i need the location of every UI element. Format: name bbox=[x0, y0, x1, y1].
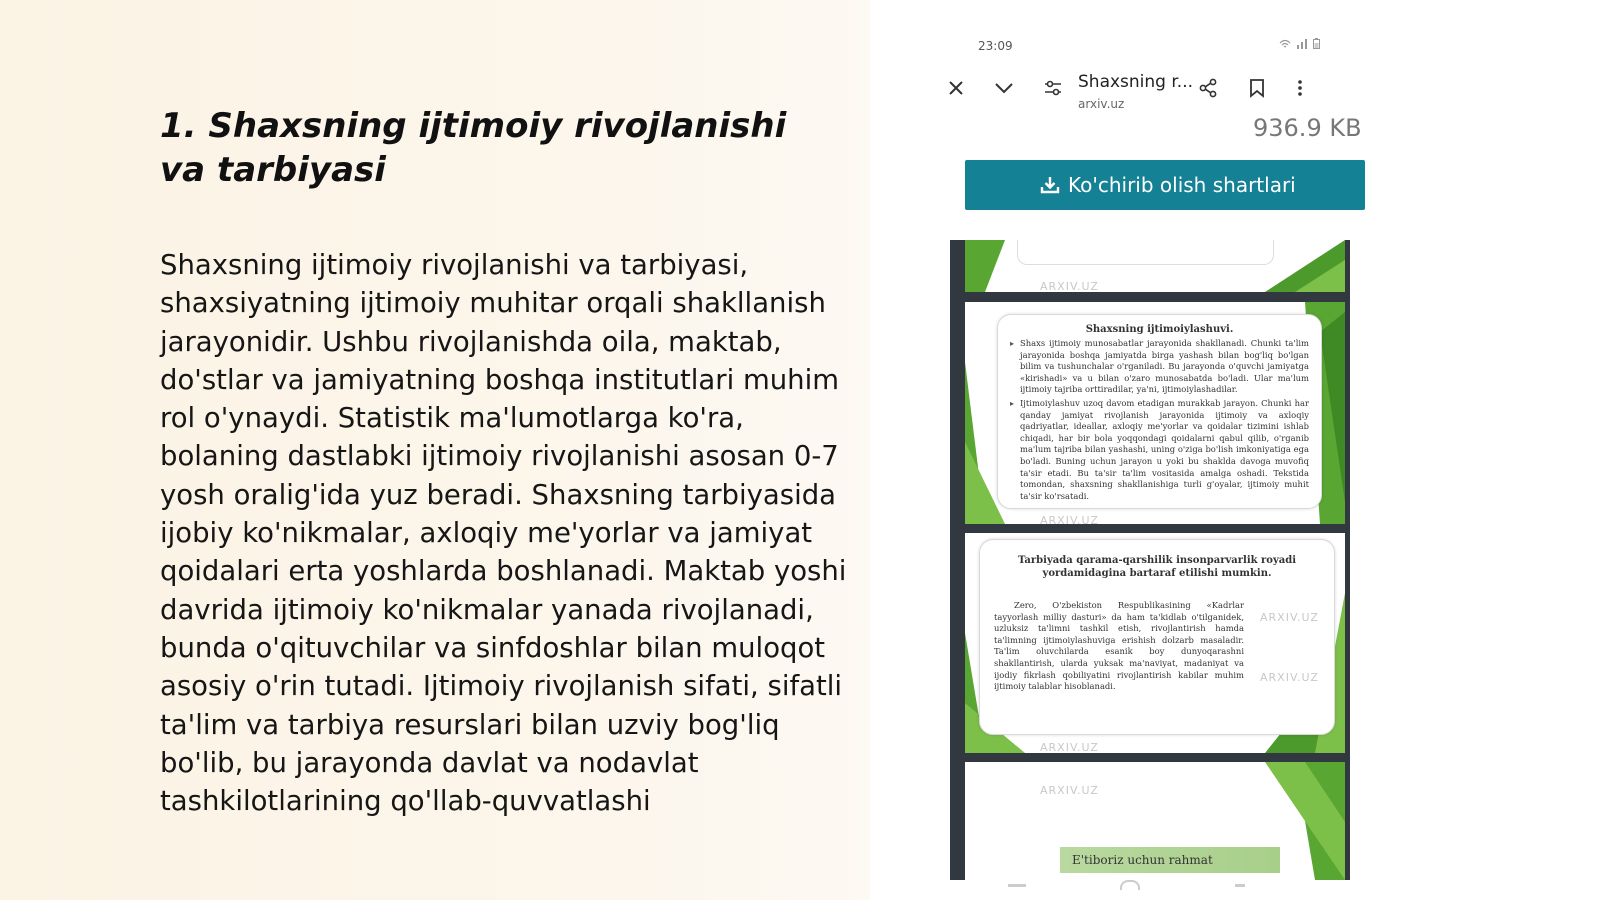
back-icon[interactable] bbox=[1235, 884, 1245, 887]
document-paragraph: ▸ Ijtimoiylashuv uzoq davom etadigan murakkab jarayon. Chunki har qanday jamiyat rivojlanish jarayonida ijtimoiy va axloqiy qadriyatlar, ideallar, axloqiy me'yorlar va qoidalar tizimini ishlab chiqadi, har bir bola yoqqondagi qoidalarni qabul qilib, o'rganib ma'lum tajriba bilan yashashi, uning o'ziga bo'lish imkoniyatiga ega bo'ladi. Buning uchun jarayon u yoki bu shaklda davoga muvofiq ta'sir etadi. Bu ta'sir ta'lim vositasida amalga oshadi. Tekstida tomondan, shaxsning shakllanishiga turli g'oyalar, ijtimoiy muhit ta'sir ko'rsatadi. bbox=[1010, 398, 1309, 502]
page-domain: arxiv.uz bbox=[1078, 97, 1125, 111]
document-paragraph: ▸ Shaxs ijtimoiy munosabatlar jarayonida shakllanadi. Chunki ta'lim jarayonida boshqa jamiyatda birga yashash bilan bog'liq bo'lgan bilim va tushunchalar o'rganiladi. Bu jarayonda o'quvchi jamiyatga «kirishadi» va u bilan o'zaro munosabatda bo'ladi. Ular ma'lum ijtimoiy tajriba orttiradilar, ya'ni, ijtimoiylashadilar. bbox=[1010, 338, 1309, 396]
more-menu-icon[interactable] bbox=[1287, 76, 1313, 100]
slide-body-text: Shaxsning ijtimoiy rivojlanishi va tarbiyasi, shaxsiyatning ijtimoiy muhitar orqali shakllanish jarayonidir. Ushbu rivojlanishda oila, maktab, do'stlar va jamiyatning boshqa institutlari muhim rol o'ynaydi. Statistik ma'lumotlarga ko'ra, bolaning dastlabki ijtimoiy rivojlanishi asosan 0-7 yosh oralig'ida yuz beradi. Shaxsning tarbiyasida ijobiy ko'nikmalar, axloqiy me'yorlar va jamiyat qoidalari erta yoshlarda boshlanadi. Maktab yoshi davrida ijtimoiy ko'nikmalar yanada rivojlanadi, bunda o'qituvchilar va sinfdoshlar bilan muloqot asosiy o'rin tutadi. Ijtimoiy rivojlanish sifati, sifatli ta'lim va tarbiya resurslari bilan uzviy bog'liq bo'lib, bu jarayonda davlat va nodavlat tashkilotlarining qo'llab-quvvatlashi bbox=[160, 249, 847, 818]
document-paragraph: Zero, O'zbekiston Respublikasining «Kadrlar tayyorlash milliy dasturi» da ham ta'kidlab o'tilganidek, uzluksiz ta'limni tashkil etish, rivojlantirish hamda ta'limning ijtimoiylashuviga erishish dolzarb masaladir. Ta'lim oluvchilarda esanik boy dunyoqarashni shakllantirish, ularda yuksak ma'naviyat, madaniyat va ijodiy fikrlash qobiliyatini rivojlantirish kabilar muhim ijtimoiy talablar hisoblanadi. bbox=[994, 600, 1244, 692]
download-terms-button[interactable] bbox=[965, 160, 1365, 210]
document-card bbox=[979, 539, 1335, 735]
preview-page-2 bbox=[965, 302, 1345, 527]
battery-icon bbox=[1313, 38, 1320, 49]
thanks-banner: E'tiboriz uchun rahmat bbox=[1060, 847, 1280, 873]
watermark: ARXIV.UZ bbox=[1040, 514, 1099, 527]
slide-title: 1. Shaxsning ijtimoiy rivojlanishi va tarbiyasi bbox=[160, 106, 787, 190]
signal-icon bbox=[1296, 39, 1308, 49]
share-icon[interactable] bbox=[1195, 76, 1221, 100]
status-icons bbox=[1279, 38, 1320, 52]
chevron-down-icon[interactable] bbox=[991, 76, 1017, 100]
preview-page-3 bbox=[965, 533, 1345, 753]
status-bar bbox=[950, 30, 1350, 60]
android-nav-bar bbox=[950, 880, 1350, 900]
download-icon bbox=[1040, 175, 1060, 195]
close-icon[interactable] bbox=[943, 76, 969, 100]
page-title[interactable]: Shaxsning r... bbox=[1078, 72, 1194, 92]
document-card bbox=[997, 314, 1322, 509]
watermark: ARXIV.UZ bbox=[1040, 741, 1099, 754]
document-heading: Shaxsning ijtimoiylashuvi. bbox=[1085, 324, 1234, 335]
site-settings-icon[interactable] bbox=[1040, 76, 1066, 100]
watermark: ARXIV.UZ bbox=[1040, 784, 1099, 797]
recents-icon[interactable] bbox=[1008, 884, 1026, 887]
file-size: 936.9 KB bbox=[1253, 114, 1362, 142]
document-preview[interactable] bbox=[950, 240, 1350, 880]
watermark: ARXIV.UZ bbox=[1260, 611, 1319, 624]
status-time: 23:09 bbox=[978, 39, 1013, 53]
home-icon[interactable] bbox=[1120, 880, 1140, 890]
document-heading: Tarbiyada qarama-qarshilik insonparvarlik royadi yordamidagina bartaraf etilishi mumkin. bbox=[1017, 555, 1297, 579]
preview-page-1 bbox=[965, 240, 1345, 292]
bookmark-icon[interactable] bbox=[1244, 76, 1270, 100]
watermark: ARXIV.UZ bbox=[1260, 671, 1319, 684]
preview-page-4 bbox=[965, 762, 1345, 880]
watermark: ARXIV.UZ bbox=[1040, 280, 1099, 293]
download-terms-label: Ko'chirib olish shartlari bbox=[1068, 173, 1296, 197]
wifi-icon bbox=[1279, 39, 1291, 49]
browser-toolbar bbox=[950, 60, 1350, 120]
phone-screenshot bbox=[950, 30, 1362, 900]
